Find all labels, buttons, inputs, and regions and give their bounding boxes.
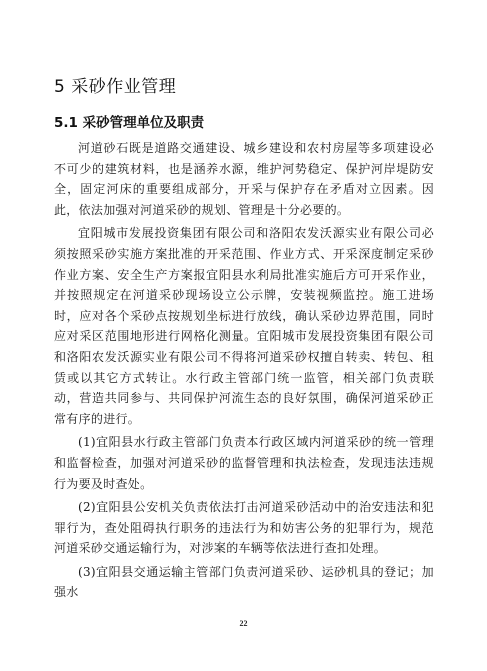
section-heading: 5 采砂作业管理 [54,77,177,97]
subsection-heading: 5.1 采砂管理单位及职责 [54,115,205,131]
paragraph-intro: 河道砂石既是道路交通建设、城乡建设和农村房屋等多项建设必不可少的建筑材料，也是涵养水源，维护河势稳定、保护河岸堤防安全，固定河床的重要组成部分，开采与保护存在矛盾对立因素。因此，依法加强对河道采砂的规划、管理是十分必要的。 [54,141,434,217]
paragraph-item-3: (3)宜阳县交通运输主管部门负责河道采砂、运砂机具的登记；加强水 [54,564,434,600]
page-number: 22 [239,619,248,628]
paragraph-item-2: (2)宜阳县公安机关负责依法打击河道采砂活动中的治安违法和犯罪行为，查处阻碍执行职务的违法行为和妨害公务的犯罪行为，规范河道采砂交通运输行为，对涉案的车辆等依法进行查扣处理。 [54,500,434,556]
paragraph-item-1: (1)宜阳县水行政主管部门负责本行政区域内河道采砂的统一管理和监督检查，加强对河道采砂的监督管理和执法检查，发现违法违规行为要及时查处。 [54,435,434,491]
body-text [54,138,434,603]
paragraph-companies: 宜阳城市发展投资集团有限公司和洛阳农发沃源实业有限公司必须按照采砂实施方案批准的开采范围、作业方式、开采深度制定采砂作业方案、安全生产方案报宜阳县水利局批准实施后方可开采作业，并按照规定在河道采砂现场设立公示牌，安装视频监控。施工进场时，应对各个采砂点按规划坐标进行放线，确认采砂边界范围，同时应对采区范围地形进行网格化测量。宜阳城市发展投资集团有限公司和洛阳农发沃源实业有限公司不得将河道采砂权擅自转卖、转包、租赁或以其它方式转让。水行政主管部门统一监管，相关部门负责联动，营造共同参与、共同保护河流生态的良好氛围，确保河道采砂正常有序的进行。 [54,226,434,426]
